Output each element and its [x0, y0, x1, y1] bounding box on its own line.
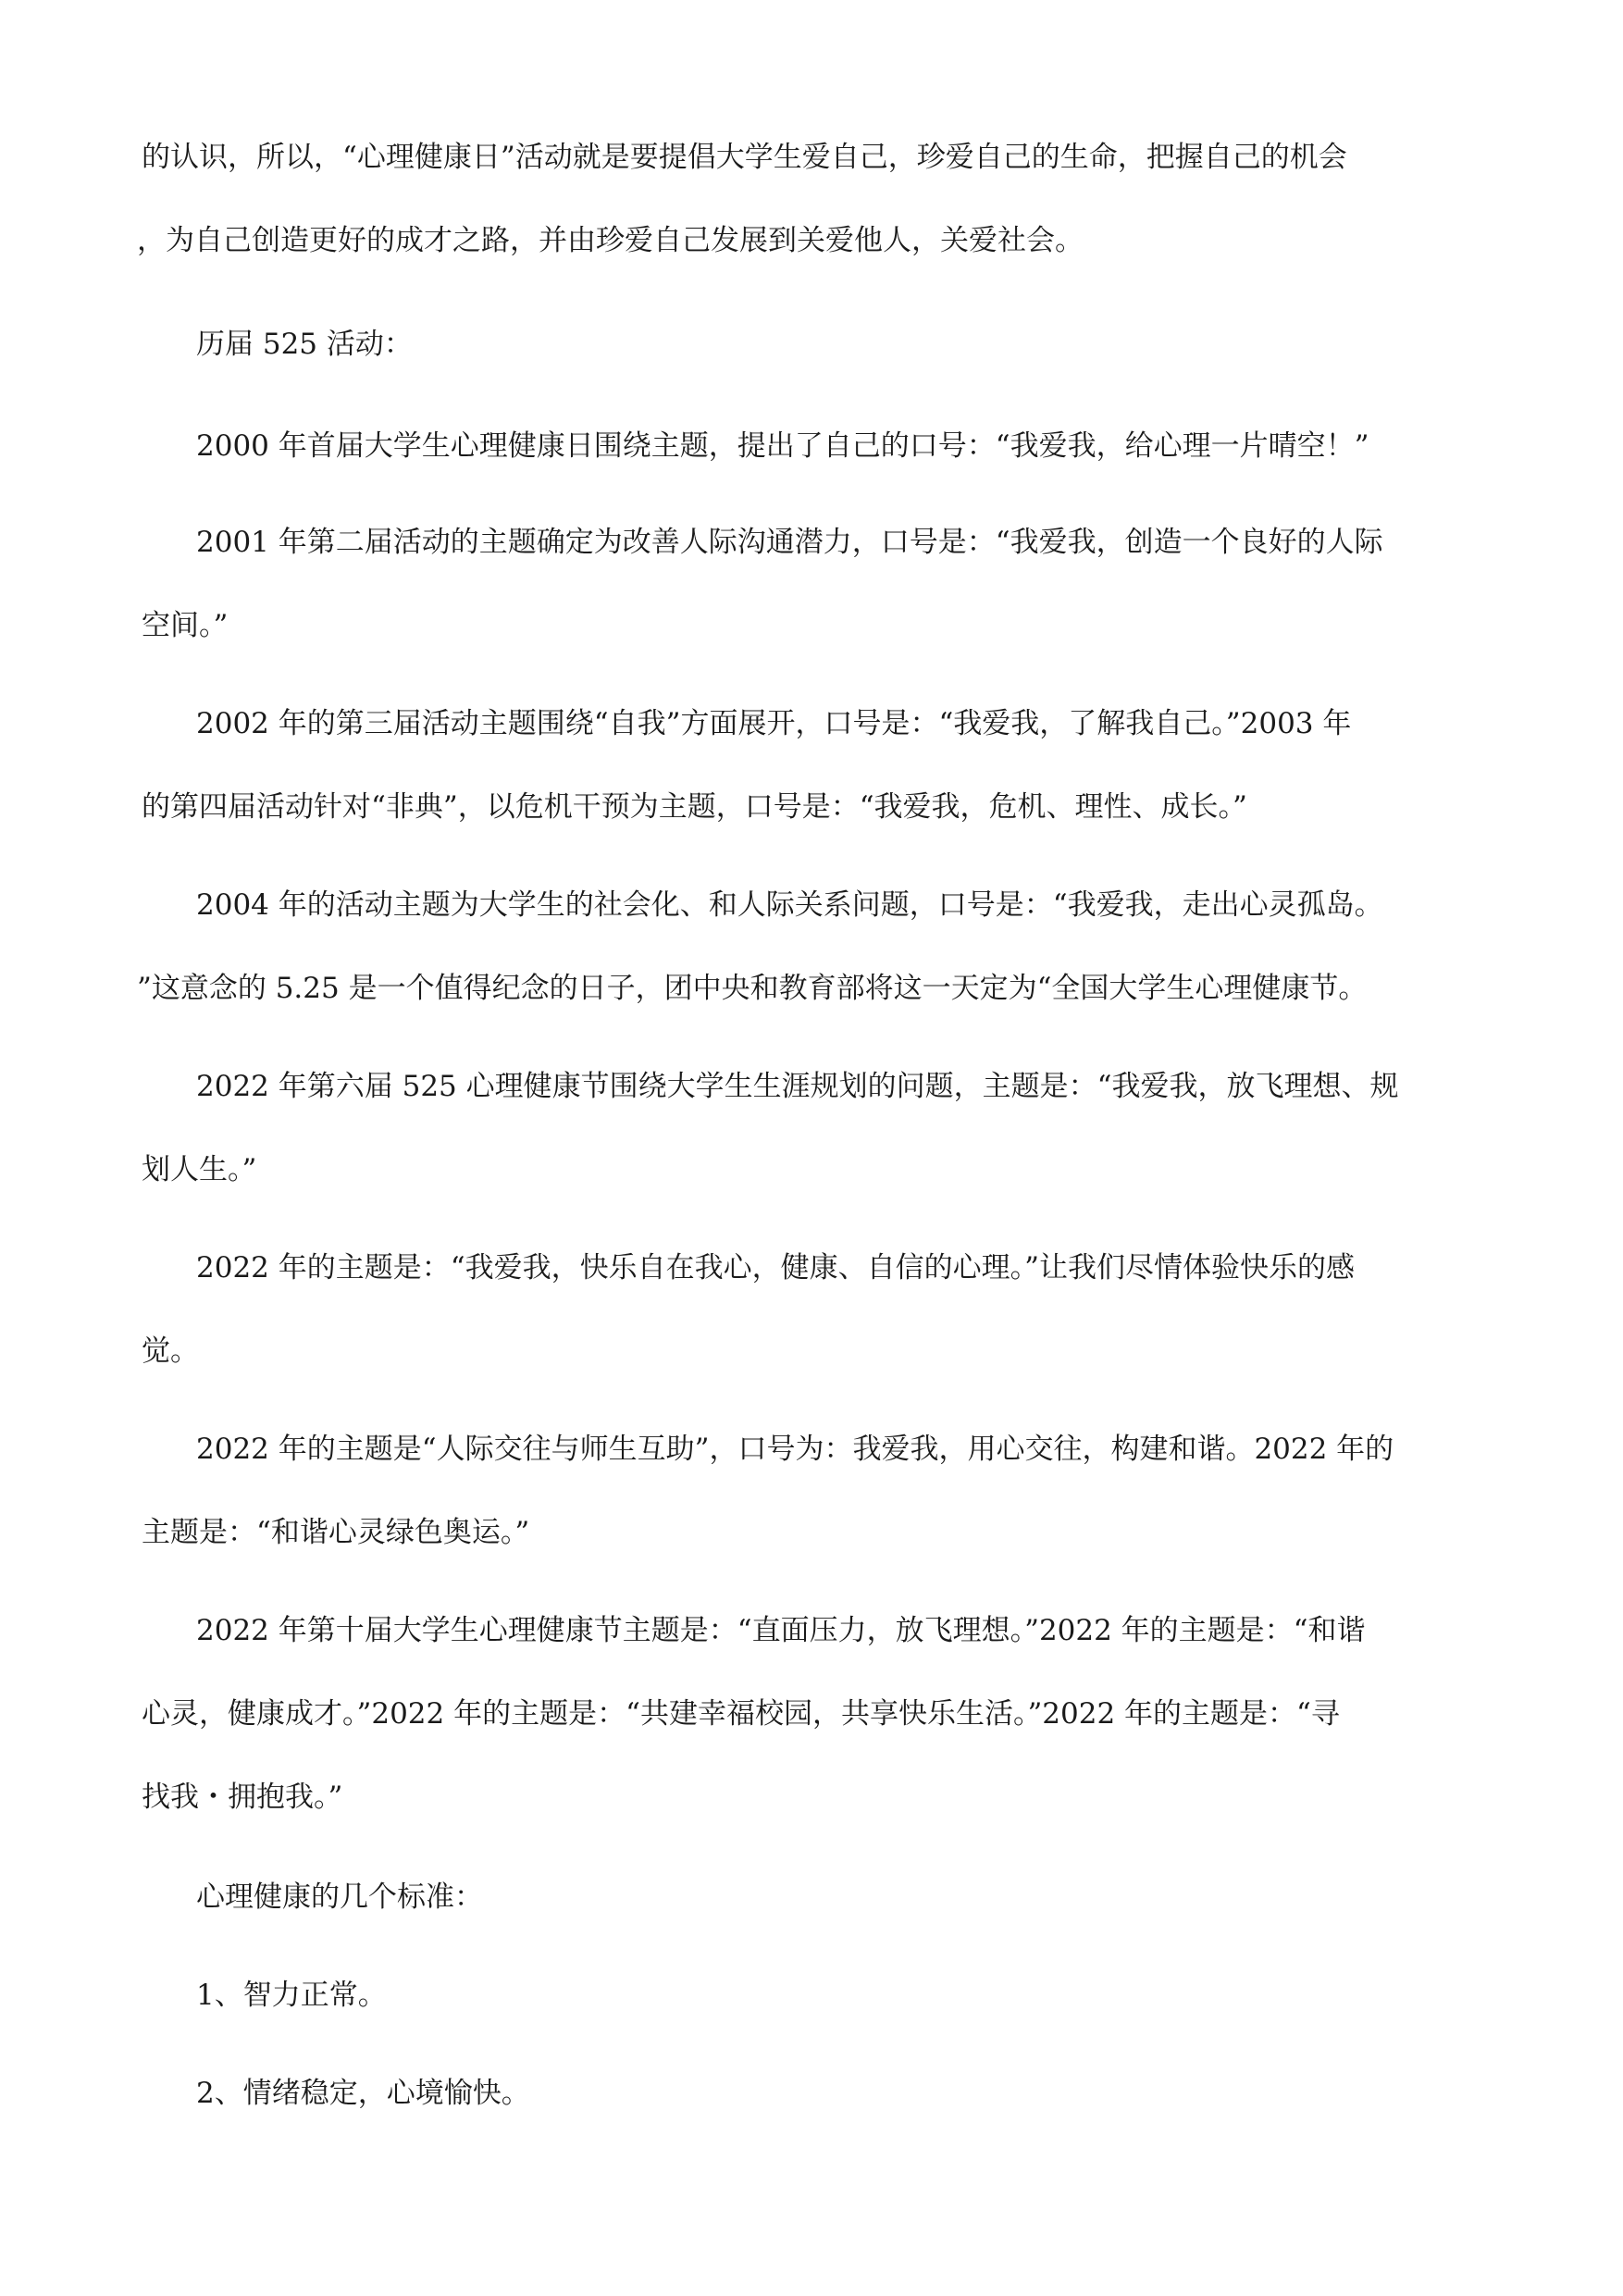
text-line: ”这意念的 5.25 是一个值得纪念的日子，团中央和教育部将这一天定为“全国大学生心理健康节。: [137, 972, 1368, 1005]
text-line: 主题是：“和谐心灵绿色奥运。”: [142, 1516, 530, 1549]
text-line: 找我・拥抱我。”: [142, 1781, 343, 1814]
text-line: 2002 年的第三届活动主题围绕“自我”方面展开，口号是：“我爱我，了解我自己。”2003 年: [196, 707, 1352, 740]
text-line: 2000 年首届大学生心理健康日围绕主题，提出了自己的口号：“我爱我，给心理一片晴空！”: [196, 429, 1369, 463]
list-item: 2、情绪稳定，心境愉快。: [196, 2077, 530, 2110]
text-line: ，为自己创造更好的成才之路，并由珍爱自己发展到关爱他人，关爱社会。: [137, 224, 1084, 257]
text-line: 心灵，健康成才。”2022 年的主题是：“共建幸福校园，共享快乐生活。”2022 年的主题是：“寻: [142, 1697, 1340, 1731]
text-line: 2022 年的主题是：“我爱我，快乐自在我心，健康、自信的心理。”让我们尽情体验快乐的感: [196, 1251, 1355, 1285]
text-line: 2004 年的活动主题为大学生的社会化、和人际关系问题，口号是：“我爱我，走出心灵孤岛。: [196, 888, 1383, 922]
section-heading: 历届 525 活动：: [196, 328, 413, 361]
text-line: 2022 年第六届 525 心理健康节围绕大学生生涯规划的问题，主题是：“我爱我，放飞理想、规: [196, 1070, 1399, 1103]
text-line: 2001 年第二届活动的主题确定为改善人际沟通潜力，口号是：“我爱我，创造一个良好的人际: [196, 526, 1383, 559]
text-line: 的认识，所以，“心理健康日”活动就是要提倡大学生爱自己，珍爱自己的生命，把握自己的机会: [142, 141, 1347, 174]
text-line: 空间。”: [142, 609, 229, 642]
list-item: 1、智力正常。: [196, 1979, 387, 2012]
section-heading: 心理健康的几个标准：: [196, 1880, 483, 1914]
text-line: 2022 年第十届大学生心理健康节主题是：“直面压力，放飞理想。”2022 年的主题是：“和谐: [196, 1614, 1366, 1647]
text-line: 的第四届活动针对“非典”，以危机干预为主题，口号是：“我爱我，危机、理性、成长。”: [142, 790, 1247, 824]
text-line: 划人生。”: [142, 1153, 257, 1186]
text-line: 2022 年的主题是“人际交往与师生互助”，口号为：我爱我，用心交往，构建和谐。2022 年的: [196, 1433, 1394, 1466]
text-line: 觉。: [142, 1334, 199, 1368]
